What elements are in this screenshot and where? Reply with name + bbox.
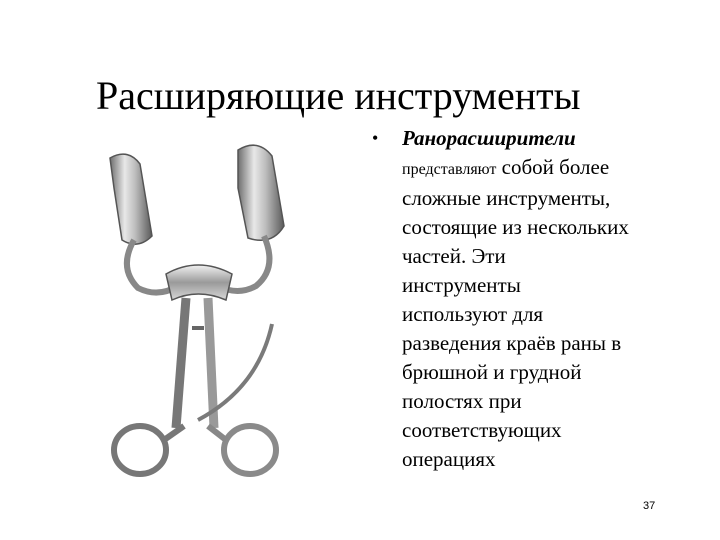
description-lead-rest: собой более [496, 155, 610, 179]
description-line: состоящие из нескольких [402, 215, 629, 239]
description-line: соответствующих [402, 418, 562, 442]
page-number: 37 [643, 500, 656, 512]
bullet-icon: • [372, 128, 379, 148]
description-line: сложные инструменты, [402, 186, 611, 210]
description-text [372, 153, 672, 474]
description-line: операциях [402, 447, 496, 471]
slide-title: Расширяющие инструменты [96, 73, 581, 118]
wound-retractor-icon [88, 128, 318, 490]
description-line [402, 153, 672, 184]
description-line: брюшной и грудной [402, 360, 582, 384]
description-line: полостях при [402, 389, 522, 413]
term-label: Ранорасширители [402, 126, 576, 150]
retractor-image [88, 128, 318, 490]
description-block [372, 124, 672, 474]
description-line: разведения краёв раны в [402, 331, 622, 355]
description-line: инструменты [402, 273, 521, 297]
bullet-item [372, 124, 672, 153]
description-line: используют для [402, 302, 544, 326]
description-line: частей. Эти [402, 244, 506, 268]
description-lead: представляют [402, 161, 497, 178]
